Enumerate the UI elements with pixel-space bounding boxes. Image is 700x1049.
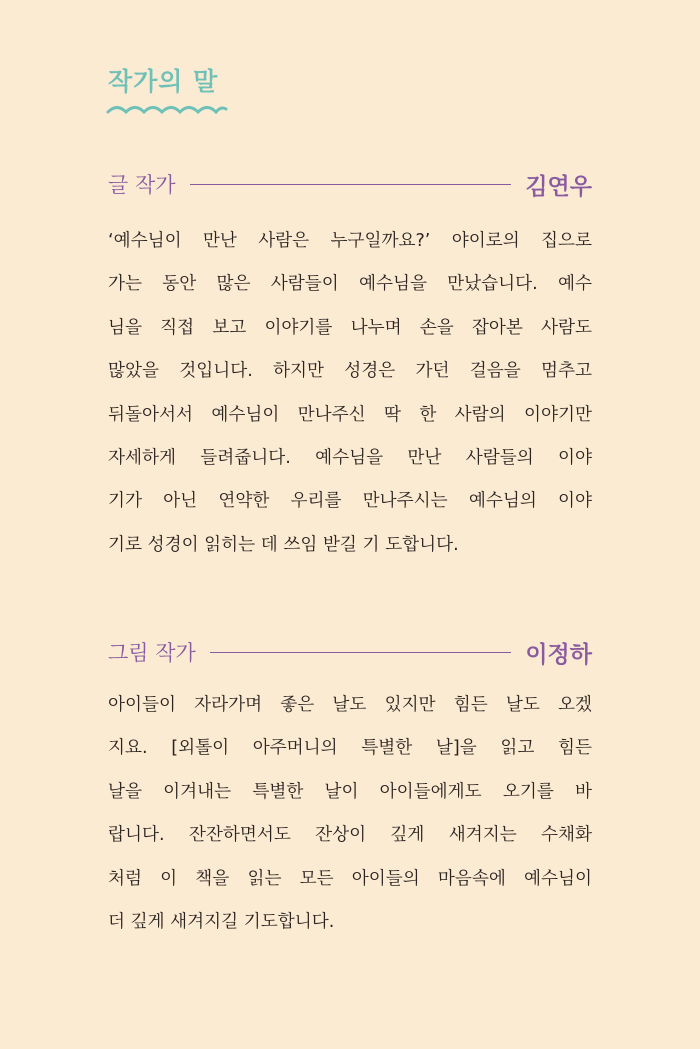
writer-header: [108, 166, 592, 202]
writer-line: 기로 성경이 읽히는 데 쓰임 받길 기 도합니다.: [108, 534, 459, 555]
writer-line: 많았을 것입니다. 하지만 성경은 가던 걸음을 멈추고: [108, 361, 592, 382]
writer-name: 김연우: [525, 173, 592, 200]
illustrator-line: 더 깊게 새겨지길 기도합니다.: [108, 911, 335, 932]
writer-line: 님을 직접 보고 이야기를 나누며 손을 잡아본 사람도: [108, 317, 592, 338]
illustrator-message: [108, 684, 592, 944]
illustrator-line: 날을 이겨내는 특별한 날이 아이들에게도 오기를 바: [108, 781, 592, 802]
illustrator-name: 이정하: [525, 641, 592, 668]
writer-line: 뒤돌아서서 예수님이 만나주신 딱 한 사람의 이야기만: [108, 404, 592, 425]
illustrator-role: 그림 작가: [108, 641, 196, 665]
illustrator-header: [108, 634, 592, 670]
wave-decoration: [106, 100, 228, 118]
writer-line: 가는 동안 많은 사람들이 예수님을 만났습니다. 예수: [108, 274, 592, 295]
illustrator-line: 아이들이 자라가며 좋은 날도 있지만 힘든 날도 오겠: [108, 695, 592, 715]
writer-message: [108, 220, 592, 567]
illustrator-divider: [210, 652, 512, 653]
illustrator-line: 랍니다. 잔잔하면서도 잔상이 깊게 새겨지는 수채화: [108, 825, 592, 846]
writer-line: 자세하게 들려줍니다. 예수님을 만난 사람들의 이야: [108, 447, 592, 468]
writer-divider: [190, 184, 512, 185]
illustrator-line: 지요. [외톨이 아주머니의 특별한 날]을 읽고 힘든: [108, 738, 592, 759]
writer-role: 글 작가: [108, 173, 176, 197]
section-heading: 작가의 말: [108, 67, 219, 96]
writer-line: 기가 아닌 연약한 우리를 만나주시는 예수님의 이야: [108, 491, 592, 512]
writer-line: ‘예수님이 만난 사람은 누구일까요?’ 야이로의 집으로: [108, 231, 592, 251]
illustrator-line: 처럼 이 책을 읽는 모든 아이들의 마음속에 예수님이: [108, 868, 592, 889]
